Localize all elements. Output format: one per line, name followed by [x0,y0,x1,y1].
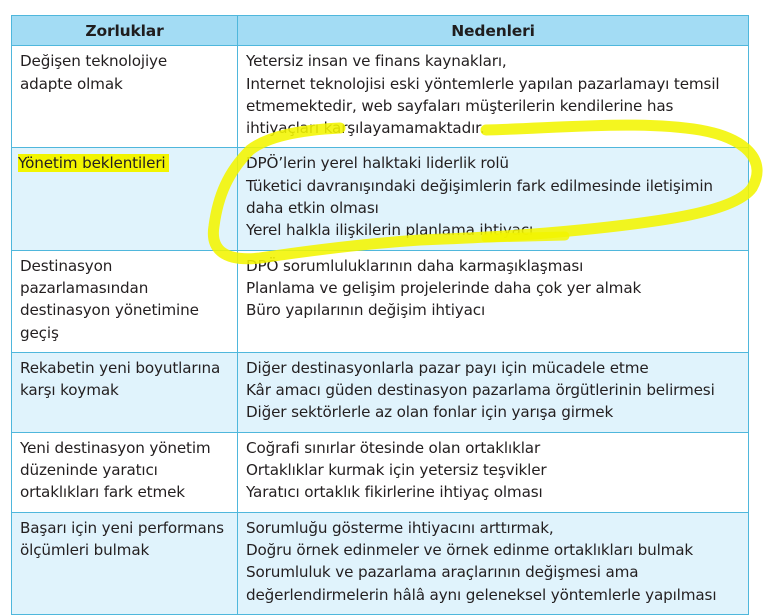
table-row [12,432,749,512]
challenge-line [20,152,229,174]
table-row [12,46,749,148]
reason-line: DPÖ sorumluluklarının daha karmaşıklaşması [246,256,584,275]
reason-line: daha etkin olması [246,199,379,218]
challenge-cell [12,352,238,432]
reason-line: Planlama ve gelişim projelerinde daha çok yer almak [246,278,642,297]
reason-line: Diğer destinasyonlarla pazar payı için mücadele etme [246,358,649,377]
challenge-cell [12,432,238,512]
reason-line: Tüketici davranışındaki değişimlerin fark edilmesinde iletişimin [246,176,713,195]
reason-line: Diğer sektörlerle az olan fonlar için yarışa girmek [246,403,614,422]
header-row [12,16,749,46]
header-challenges: Zorluklar [12,16,238,46]
reasons-cell [238,512,749,614]
table-row [12,250,749,352]
reason-line: Yetersiz insan ve finans kaynakları, [246,52,507,71]
reason-line: Sorumluğu gösterme ihtiyacını arttırmak, [246,518,554,537]
challenge-line: ölçümleri bulmak [20,540,150,559]
challenge-line: Rekabetin yeni boyutlarına [20,358,221,377]
table-row [12,352,749,432]
table-row [12,512,749,614]
challenges-table [11,15,749,615]
challenge-line: karşı koymak [20,381,119,400]
challenge-line: Değişen teknolojiye [20,52,168,71]
reason-line: Ortaklıklar kurmak için yetersiz teşvikler [246,461,547,480]
reason-line: Büro yapılarının değişim ihtiyacı [246,301,486,320]
challenge-line: Destinasyon [20,256,113,275]
header-reasons: Nedenleri [238,16,749,46]
reason-line: ihtiyaçları karşılayamamaktadır. [246,119,485,138]
challenges-table-container [11,15,748,615]
challenge-cell [12,46,238,148]
reasons-cell [238,148,749,250]
reason-line: Doğru örnek edinmeler ve örnek edinme ortaklıkları bulmak [246,540,694,559]
challenge-line: Yeni destinasyon yönetim [20,438,211,457]
reason-line: etmemektedir, web sayfaları müşterilerin kendilerine has [246,96,674,115]
highlighted-text: Yönetim beklentileri [18,154,169,172]
reason-line: değerlendirmelerin hâlâ aynı geleneksel yöntemlerle yapılması [246,585,717,604]
challenge-line: pazarlamasından [20,278,149,297]
challenge-line: düzeninde yaratıcı [20,461,158,480]
reasons-cell [238,432,749,512]
challenge-line: destinasyon yönetimine [20,301,199,320]
reason-line: Yerel halkla ilişkilerin planlama ihtiyacı [246,221,534,240]
challenge-line: adapte olmak [20,74,123,93]
reason-line: Yaratıcı ortaklık fikirlerine ihtiyaç olması [246,483,543,502]
reasons-cell [238,250,749,352]
challenge-line: ortaklıkları fark etmek [20,483,185,502]
reasons-cell [238,352,749,432]
challenge-line: geçiş [20,323,59,342]
reason-line: Sorumluluk ve pazarlama araçlarının değişmesi ama [246,563,639,582]
challenge-line: Başarı için yeni performans [20,518,224,537]
reason-line: Kâr amacı güden destinasyon pazarlama örgütlerinin belirmesi [246,381,715,400]
challenge-cell [12,148,238,250]
reason-line: DPÖ’lerin yerel halktaki liderlik rolü [246,154,509,173]
reason-line: Internet teknolojisi eski yöntemlerle yapılan pazarlamayı temsil [246,74,720,93]
reason-line: Coğrafi sınırlar ötesinde olan ortaklıklar [246,438,541,457]
reasons-cell [238,46,749,148]
table-row [12,148,749,250]
challenge-cell [12,250,238,352]
challenge-cell [12,512,238,614]
